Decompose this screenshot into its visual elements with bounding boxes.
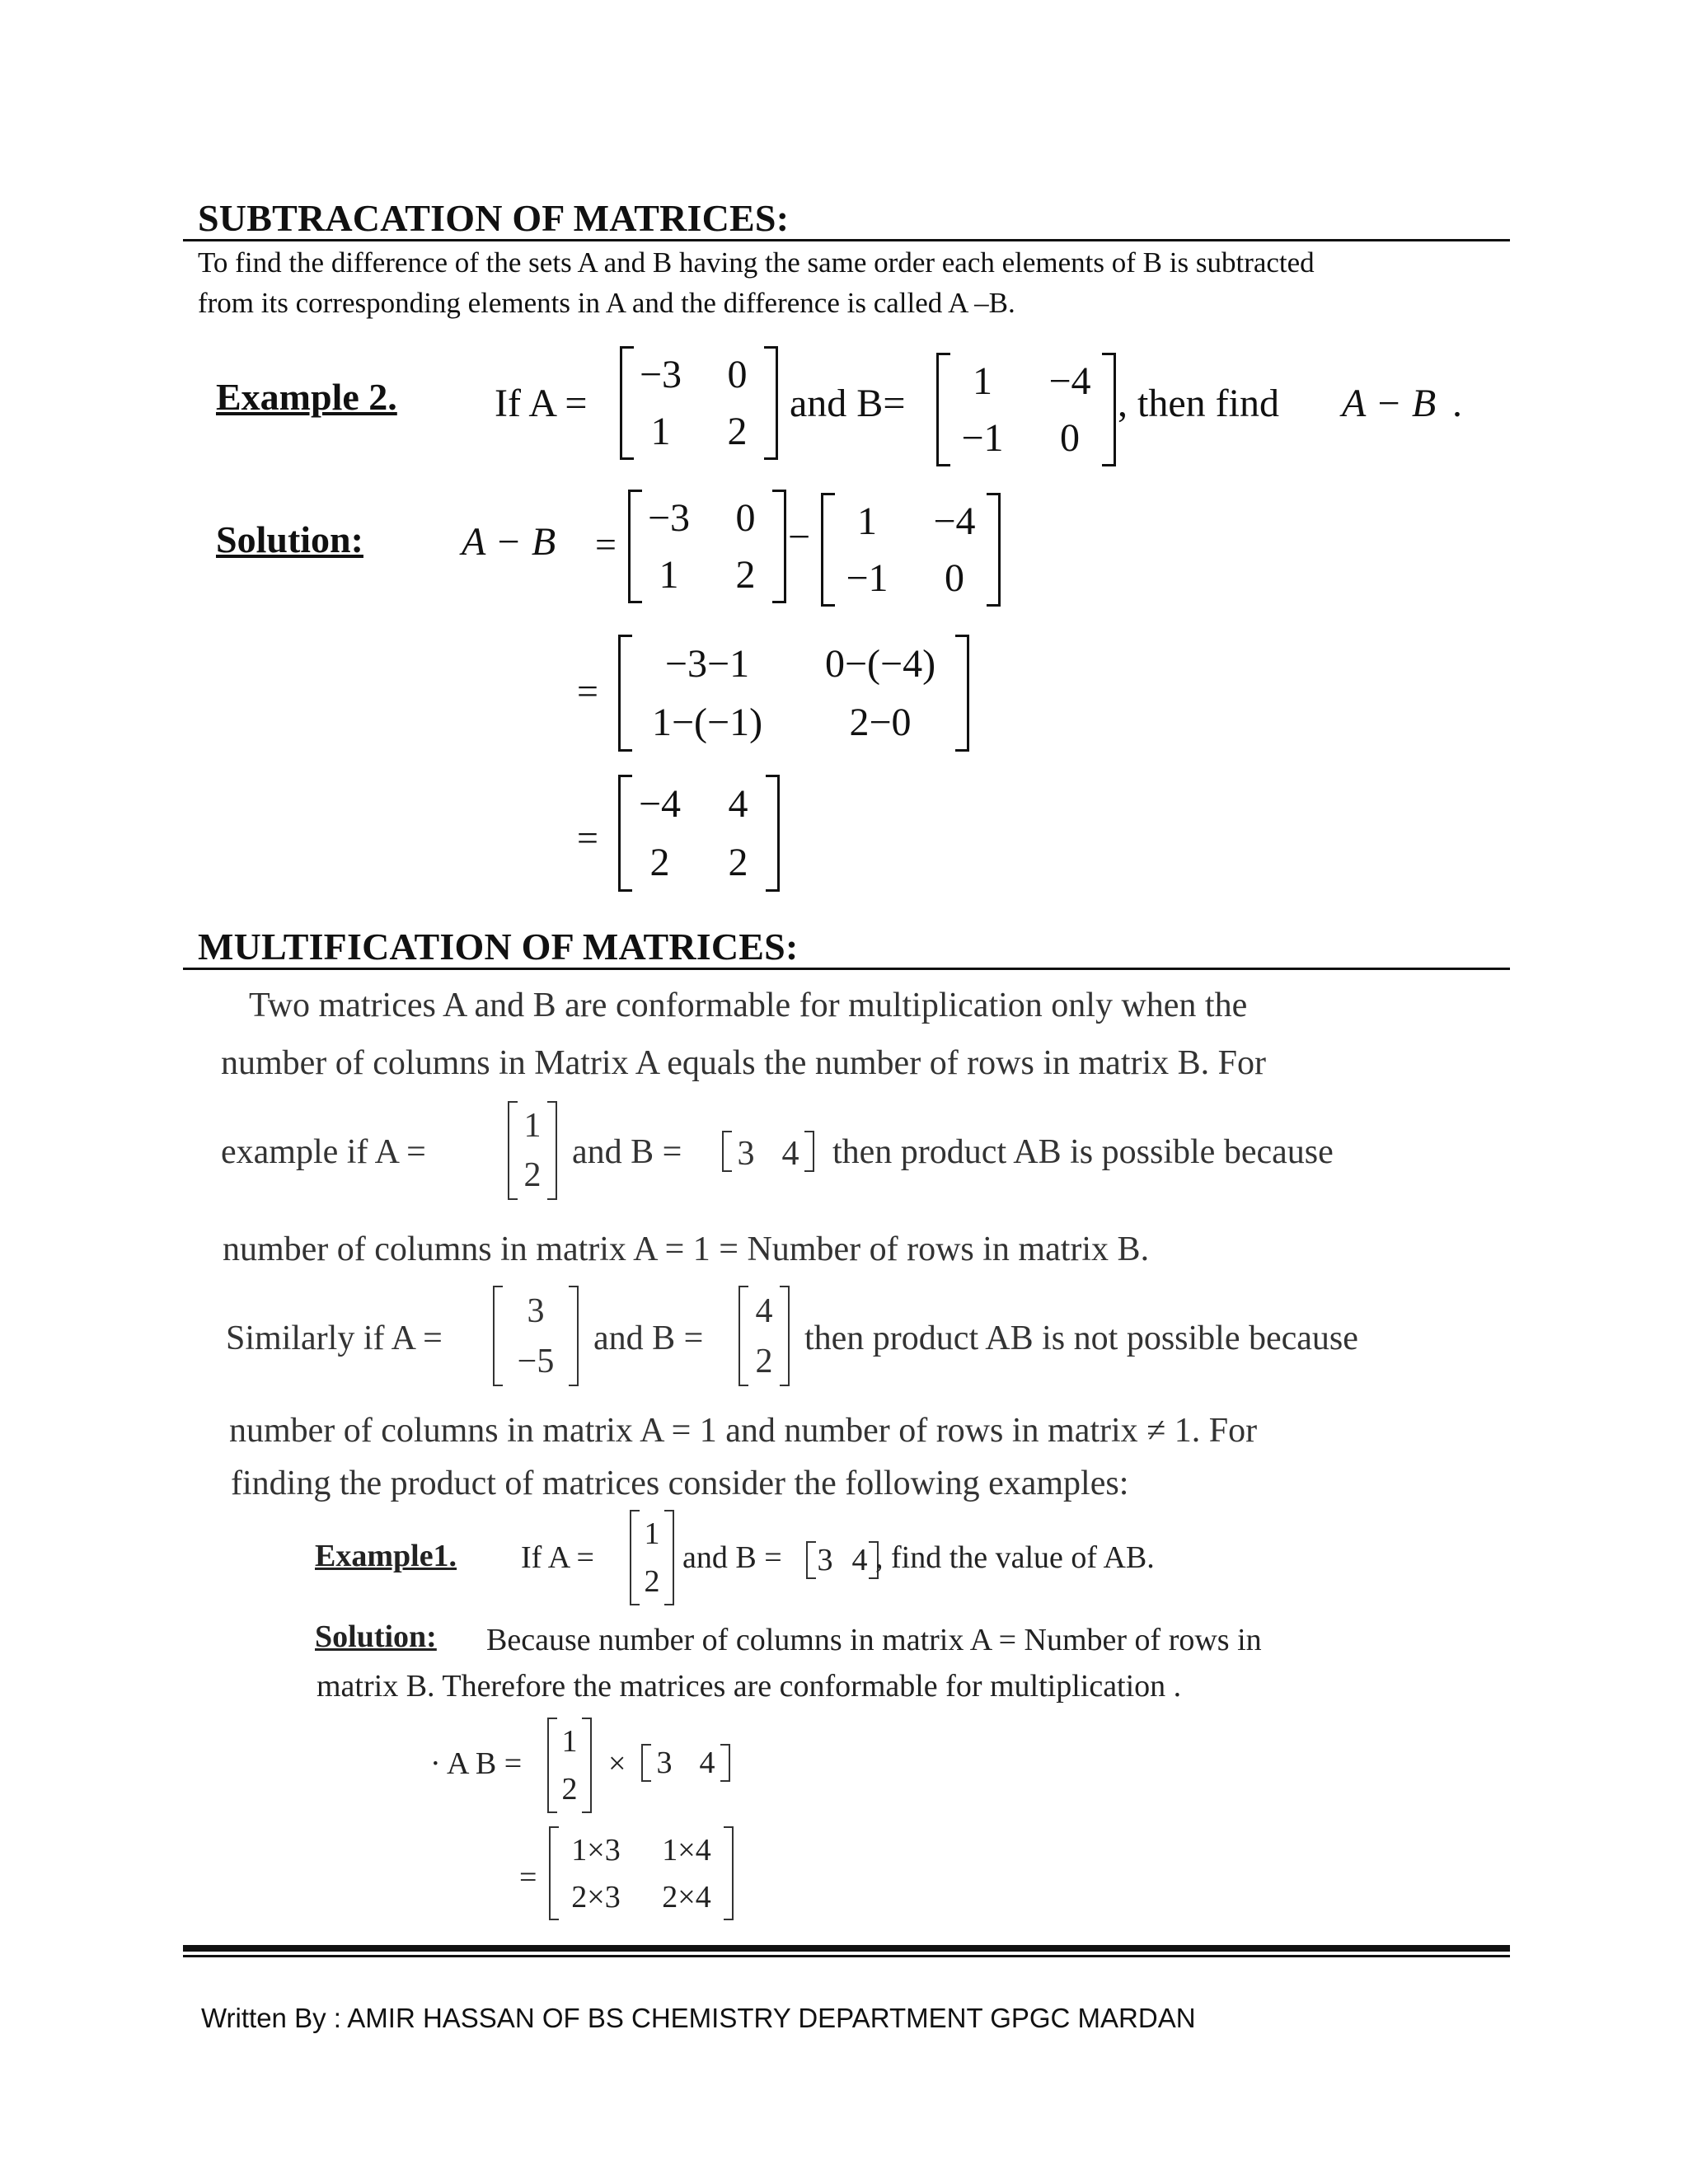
matrix-cell: 2−0 [849,701,912,744]
matrix-cell: 2 [644,1564,660,1599]
matrix-cell: 1 [644,1516,660,1551]
matrix-cell: 1 [523,1107,542,1145]
para1-line1: Two matrices A and B are conformable for multiplication only when the [249,987,1248,1024]
example-1-if-a: If A = [521,1540,594,1575]
example-and-b-text: and B = [572,1133,682,1171]
matrix-cell: 1 [973,359,992,403]
ab-lhs: · A B = [430,1746,523,1781]
similar-and-b-text: and B = [593,1319,704,1357]
matrix-cell: 4 [699,1746,715,1780]
ab-matrix-a [547,1718,592,1813]
matrix-cell: 2 [755,1342,773,1380]
if-a-text: If A = [495,382,588,425]
matrix-cell: −4 [933,499,976,543]
equals-sign: = [577,670,598,712]
matrix-cell: 1 [659,553,679,597]
similar-matrix-b [738,1286,790,1386]
solution-lhs: A − B [462,520,556,564]
matrix-cell: −4 [1048,359,1091,403]
ab-matrix-b [641,1744,730,1782]
matrix-cell: 3 [527,1291,545,1330]
example-matrix-a [508,1101,557,1200]
and-b-text: and B= [790,382,906,425]
example-2-label: Example 2. [216,376,397,418]
matrix-cell: 4 [755,1291,773,1330]
multiplication-heading: MULTIFICATION OF MATRICES: [198,926,799,968]
matrix-cell: 2 [523,1156,542,1194]
solution-label: Solution: [216,518,363,560]
matrix-cell: 3 [817,1543,833,1577]
matrix-cell: 4 [851,1543,868,1577]
heading-underline [183,968,1510,970]
matrix-cell: 0 [1060,416,1080,460]
matrix-cell: 1×3 [571,1832,621,1868]
matrix-cell: 2 [727,410,748,453]
matrix-cell: −1 [846,556,889,600]
para1-line2: number of columns in Matrix A equals the number of rows in matrix B. For [221,1044,1266,1082]
a-minus-b-expression: A − B [1342,382,1437,425]
matrix-cell: 3 [656,1746,673,1780]
matrix-cell: −4 [638,782,682,826]
matrix-cell: −1 [961,416,1004,460]
matrix-cell: 4 [728,782,748,826]
matrix-cell: 3 [737,1135,755,1173]
times-sign: × [608,1746,626,1781]
example-1-label: Example1. [315,1539,457,1573]
solution-label: Solution: [315,1619,437,1654]
solution-matrix-a [628,490,786,603]
example-1-and-b: and B = [682,1540,782,1575]
matrix-cell: 1×4 [662,1832,711,1868]
matrix-cell: 1 [650,410,671,453]
para1-line4: number of columns in matrix A = 1 = Number of rows in matrix B. [223,1230,1150,1268]
similarly-text: Similarly if A = [226,1319,443,1357]
product-matrix [549,1826,734,1920]
subtraction-intro [198,242,1517,323]
matrix-cell: 0 [735,496,756,540]
matrix-cell: 1 [857,499,877,543]
example-end-text: then product AB is possible because [832,1133,1334,1171]
matrix-cell: 0 [945,556,964,600]
para3-line2: finding the product of matrices consider the following examples: [231,1465,1129,1502]
solution-matrix-b [821,493,1001,607]
example-1-end: , find the value of AB. [875,1540,1155,1575]
matrix-cell: −3 [647,496,691,540]
step-matrix [618,635,969,752]
solution-text-line2: matrix B. Therefore the matrices are conformable for multiplication . [316,1669,1182,1704]
matrix-cell: −3 [639,353,682,396]
matrix-cell: 4 [781,1135,799,1173]
equals-sign: = [519,1860,537,1895]
matrix-cell: 2×4 [662,1879,711,1915]
footer-thin-rule [183,1955,1510,1957]
matrix-cell: 1−(−1) [651,701,763,744]
intro-line-1: To find the difference of the sets A and B having the same order each elements of B is subtracted [198,246,1315,279]
matrix-cell: −5 [517,1342,555,1380]
example-matrix-b [722,1131,814,1172]
matrix-cell: 0−(−4) [824,642,936,686]
matrix-a [620,346,778,460]
footer-credit: Written By : AMIR HASSAN OF BS CHEMISTRY DEPARTMENT GPGC MARDAN [201,2003,1196,2033]
minus-sign: − [788,515,811,559]
matrix-cell: 2 [735,553,756,597]
heading-underline [183,239,1510,241]
matrix-b [936,353,1116,466]
example-if-a-text: example if A = [221,1133,426,1171]
result-matrix [618,775,780,892]
similar-matrix-a [493,1286,579,1386]
period: . [1452,382,1462,425]
subtraction-heading: SUBTRACATION OF MATRICES: [198,197,790,239]
intro-line-2: from its corresponding elements in A and the difference is called A –B. [198,287,1015,319]
matrix-cell: 1 [561,1724,578,1759]
example-1-matrix-a [630,1510,674,1605]
matrix-cell: 2 [649,841,670,884]
para3-line1: number of columns in matrix A = 1 and number of rows in matrix ≠ 1. For [229,1412,1258,1450]
matrix-cell: 2 [728,841,748,884]
footer-thick-rule [183,1945,1510,1952]
similar-end-text: then product AB is not possible because [804,1319,1358,1357]
example-1-matrix-b [806,1541,879,1579]
matrix-cell: 2×3 [571,1879,621,1915]
matrix-cell: 2 [561,1772,578,1807]
equals-sign: = [595,523,617,565]
matrix-cell: 0 [727,353,748,396]
solution-text-line1: Because number of columns in matrix A = Number of rows in [486,1623,1262,1657]
equals-sign: = [577,817,598,859]
matrix-cell: −3−1 [664,642,750,686]
then-find-text: , then find [1118,382,1279,425]
